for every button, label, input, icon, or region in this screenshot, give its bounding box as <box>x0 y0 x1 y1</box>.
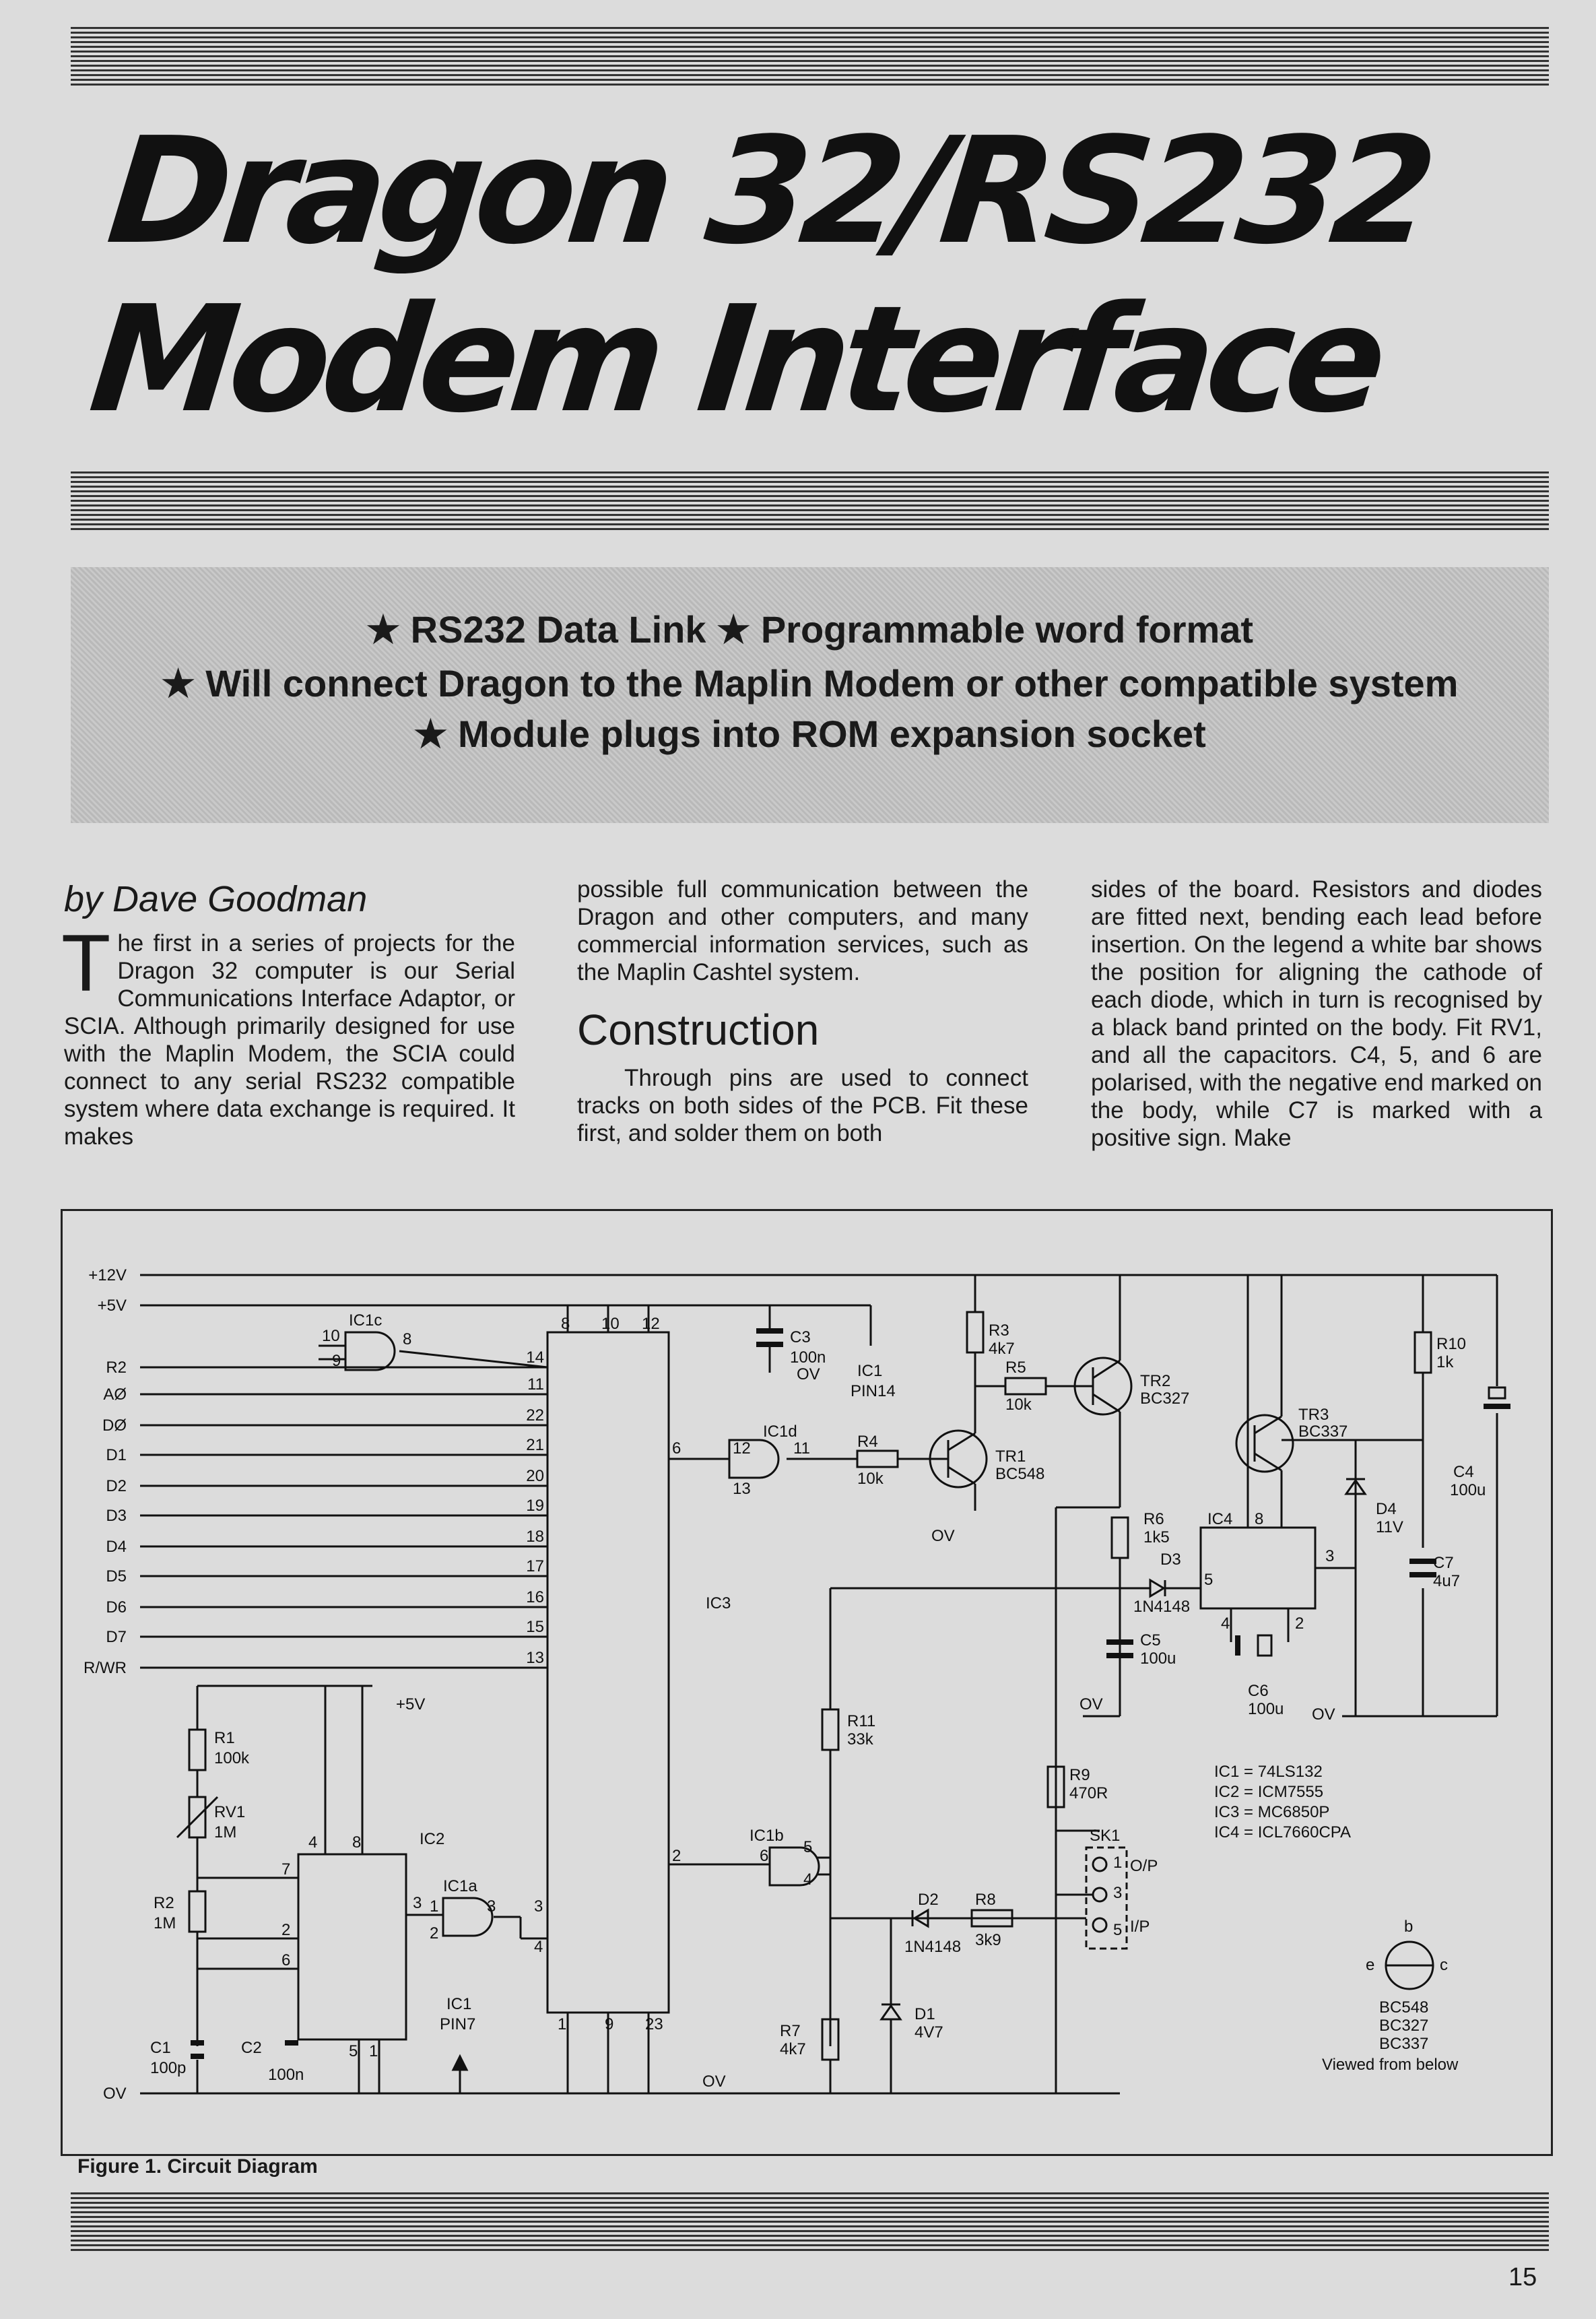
d1-name: D1 <box>915 2005 935 2023</box>
tr2-name: TR2 <box>1140 1372 1171 1390</box>
pinout-type: BC337 <box>1379 2035 1429 2053</box>
column-1-text: he first in a series of projects for the Dragon 32 computer is our Serial Communications Interface Adaptor, or SCIA. Although primarily designed for use with the Maplin Modem, the SCIA could connect to any serial RS232 compatible system where data exchange is required. It makes <box>64 930 515 1150</box>
ic3-pin: 20 <box>526 1467 544 1485</box>
c4-name: C4 <box>1453 1463 1474 1481</box>
r5-name: R5 <box>1005 1359 1026 1377</box>
feature-line-3: ★ Module plugs into ROM expansion socket <box>413 713 1206 755</box>
c3-value: 100n <box>790 1348 826 1367</box>
ic2-pin: 8 <box>352 1833 362 1852</box>
ic1c-pin: 10 <box>322 1327 340 1345</box>
r10-value: 1k <box>1436 1353 1454 1371</box>
c1-name: C1 <box>150 2039 171 2057</box>
column-2-text-a: possible full communication between the Dragon and other computers, and many commercial information services, such as the Maplin Cashtel system. <box>577 876 1028 985</box>
ic-list-item: IC4 = ICL7660CPA <box>1214 1823 1352 1841</box>
ic-list-item: IC2 = ICM7555 <box>1214 1783 1324 1801</box>
figure-caption: Figure 1. Circuit Diagram <box>77 2155 318 2178</box>
ic3-side-pin: 2 <box>672 1847 681 1865</box>
c7-name: C7 <box>1433 1554 1454 1572</box>
ic2-pin: 4 <box>308 1833 318 1852</box>
sk1-name: SK1 <box>1090 1827 1121 1845</box>
ic1b-pin: 5 <box>803 1838 813 1856</box>
ic1d-pin: 13 <box>733 1480 751 1498</box>
ic1-pin7-a: IC1 <box>446 1995 472 2013</box>
title-rule <box>71 471 1549 532</box>
sk1-pin: 3 <box>1113 1884 1123 1902</box>
ic1d-label: IC1d <box>763 1423 797 1441</box>
column-2-text-b: Through pins are used to connect tracks on both sides of the PCB. Fit these first, and solder them on both <box>577 1065 1028 1146</box>
label-plus12v: +12V <box>88 1266 127 1284</box>
ic3-side-pin: 3 <box>534 1897 543 1916</box>
ic1b-label: IC1b <box>750 1827 784 1845</box>
top-rule <box>71 27 1549 88</box>
label-plus5v: +5V <box>97 1297 127 1315</box>
title-line-2: Modem Interface <box>83 275 1387 445</box>
ic3-pin: 11 <box>527 1375 544 1394</box>
c6-value: 100u <box>1248 1700 1284 1718</box>
c6-name: C6 <box>1248 1682 1269 1700</box>
column-3-text: sides of the board. Resistors and diodes are fitted next, bending each lead before insertion. On the legend a white bar shows the position for aligning the cathode of each diode, which in turn is recognised by a black band printed on the body. Fit RV1, and all the capacitors. C4, 5, and 6 are polarised, with the negative end marked on the body, while C7 is marked with a positive sign. Make <box>1091 876 1542 1151</box>
ic1a-label: IC1a <box>443 1877 477 1895</box>
r6-value: 1k5 <box>1143 1528 1170 1546</box>
pinout-type: BC548 <box>1379 1998 1429 2017</box>
byline: by Dave Goodman <box>64 879 368 919</box>
label-rwr: R/WR <box>84 1659 127 1677</box>
r11-name: R11 <box>847 1712 876 1730</box>
label-a0: AØ <box>103 1385 127 1404</box>
c6-ov: OV <box>1312 1705 1335 1724</box>
c4-value: 100u <box>1450 1481 1486 1499</box>
d1-value: 4V7 <box>915 2023 943 2042</box>
ic1d-pin: 12 <box>733 1439 751 1458</box>
label-d6: D6 <box>106 1598 127 1616</box>
sk1-op: O/P <box>1130 1857 1158 1875</box>
ic3-bottom-pin: 1 <box>558 2015 567 2033</box>
r1-name: R1 <box>214 1729 235 1747</box>
tr2-value: BC327 <box>1140 1390 1190 1408</box>
ic1c-pin: 9 <box>332 1352 341 1370</box>
c3-ov: OV <box>797 1365 820 1383</box>
feature-line-2: ★ Will connect Dragon to the Maplin Modem or other compatible system <box>161 662 1459 705</box>
ic1c-label: IC1c <box>349 1311 383 1330</box>
tr3-value: BC337 <box>1298 1423 1348 1441</box>
section-heading: Construction <box>577 1006 820 1054</box>
r2-name: R2 <box>154 1894 174 1912</box>
plus5v-label: +5V <box>396 1695 426 1713</box>
ic4-pin: 5 <box>1204 1571 1213 1589</box>
r7-value: 4k7 <box>780 2040 806 2058</box>
label-d3: D3 <box>106 1507 127 1525</box>
sk1-ip: I/P <box>1130 1918 1150 1936</box>
rv1-value: 1M <box>214 1823 237 1841</box>
c3-name: C3 <box>790 1328 811 1346</box>
ic1-pin14-b: PIN14 <box>851 1382 896 1400</box>
ic-list-item: IC1 = 74LS132 <box>1214 1763 1323 1781</box>
article-column-2 <box>577 876 1028 1147</box>
r4-value: 10k <box>857 1470 884 1488</box>
bottom-rule <box>71 2192 1549 2253</box>
circuit-diagram <box>61 1209 1553 2156</box>
ic3-pin: 16 <box>526 1588 544 1606</box>
r3-name: R3 <box>989 1321 1009 1340</box>
label-d2: D2 <box>106 1477 127 1495</box>
ic2-label: IC2 <box>420 1830 445 1848</box>
features-banner <box>71 567 1549 823</box>
ic3-top-pin: 10 <box>601 1315 620 1333</box>
d3-value: 1N4148 <box>1133 1598 1191 1616</box>
label-d4: D4 <box>106 1538 127 1556</box>
ic3-bottom-pin: 9 <box>605 2015 614 2033</box>
article-column-3 <box>1091 876 1542 1152</box>
ic1-pin7-b: PIN7 <box>440 2015 476 2033</box>
page-number: 15 <box>1508 2263 1537 2291</box>
sk1-pin: 5 <box>1113 1921 1123 1939</box>
ic2-pin: 7 <box>281 1860 291 1879</box>
r7-name: R7 <box>780 2022 801 2040</box>
r4-name: R4 <box>857 1433 878 1451</box>
ic3-bottom-pin: 23 <box>645 2015 663 2033</box>
drop-cap: T <box>61 918 111 1008</box>
c5-name: C5 <box>1140 1631 1161 1650</box>
ic3-pin: 19 <box>526 1497 544 1515</box>
ic1c-pin: 8 <box>403 1330 412 1348</box>
pinout-e: e <box>1366 1956 1375 1974</box>
label-ov-bus: OV <box>103 2085 127 2103</box>
pinout-b: b <box>1404 1918 1414 1936</box>
r2-value: 1M <box>154 1914 176 1932</box>
page-title <box>84 108 1567 445</box>
r10-name: R10 <box>1436 1335 1467 1353</box>
label-d5: D5 <box>106 1567 127 1586</box>
ic1a-pin: 1 <box>430 1897 439 1916</box>
feature-line-1: ★ RS232 Data Link ★ Programmable word format <box>366 608 1254 651</box>
ic3-pin: 21 <box>526 1436 544 1454</box>
pinout-note: Viewed from below <box>1322 2056 1459 2074</box>
tr1-name: TR1 <box>995 1447 1026 1466</box>
r1-value: 100k <box>214 1749 250 1767</box>
sk1-pin: 1 <box>1113 1854 1123 1872</box>
ic4-label: IC4 <box>1207 1510 1233 1528</box>
c5-value: 100u <box>1140 1650 1176 1668</box>
label-d1: D1 <box>106 1446 127 1464</box>
ic2-pin: 2 <box>281 1921 291 1939</box>
d4-name: D4 <box>1376 1500 1397 1518</box>
ic4-pin: 8 <box>1255 1510 1264 1528</box>
r6-name: R6 <box>1143 1510 1164 1528</box>
d3-name: D3 <box>1160 1550 1181 1569</box>
ic1b-pin: 6 <box>760 1847 769 1865</box>
c2-value: 100n <box>268 2066 304 2084</box>
c7-value: 4u7 <box>1433 1572 1461 1590</box>
circuit-svg <box>63 1211 1551 2154</box>
r11-value: 33k <box>847 1730 873 1749</box>
r9-name: R9 <box>1069 1766 1090 1784</box>
ic3-pin: 17 <box>526 1557 544 1575</box>
c1-value: 100p <box>150 2059 187 2077</box>
tr3-name: TR3 <box>1298 1406 1329 1424</box>
ic1a-pin: 2 <box>430 1924 439 1942</box>
tr1-ov: OV <box>931 1527 955 1545</box>
rv1-name: RV1 <box>214 1803 246 1821</box>
pinout-type: BC327 <box>1379 2017 1429 2035</box>
c2-name: C2 <box>241 2039 262 2057</box>
d4-value: 11V <box>1376 1518 1403 1536</box>
ic3-side-pin: 4 <box>534 1938 543 1956</box>
ic1a-pin: 3 <box>487 1897 496 1916</box>
ic3-pin: 18 <box>526 1528 544 1546</box>
ic3-pin: 14 <box>526 1348 544 1367</box>
d2-name: D2 <box>918 1891 939 1909</box>
ic3-top-pin: 12 <box>642 1315 660 1333</box>
ic1d-pin: 11 <box>793 1439 810 1458</box>
ic4-pin: 3 <box>1325 1547 1335 1565</box>
ic2-pin: 3 <box>413 1894 422 1912</box>
ic3-pin: 22 <box>526 1406 544 1425</box>
article-column-1 <box>61 876 515 1150</box>
ic-list-item: IC3 = MC6850P <box>1214 1803 1330 1821</box>
ic1-pin14-a: IC1 <box>857 1362 883 1380</box>
r8-name: R8 <box>975 1891 996 1909</box>
ic4-pin: 4 <box>1221 1614 1230 1633</box>
ic2-pin: 5 <box>349 2042 358 2060</box>
r8-value: 3k9 <box>975 1931 1001 1949</box>
ic2-pin: 6 <box>281 1951 291 1969</box>
r3-value: 4k7 <box>989 1340 1015 1358</box>
c5-ov: OV <box>1079 1695 1103 1713</box>
ic3-top-pin: 8 <box>561 1315 570 1333</box>
ic1b-pin: 4 <box>803 1870 813 1889</box>
ic3-side-pin: 6 <box>672 1439 681 1458</box>
ic2-pin: 1 <box>369 2042 378 2060</box>
title-line-1: Dragon 32/RS232 <box>100 106 1436 277</box>
ic3-pin: 15 <box>526 1618 544 1636</box>
label-d0: DØ <box>102 1416 127 1435</box>
r9-value: 470R <box>1069 1784 1108 1802</box>
pinout-c: c <box>1440 1956 1448 1974</box>
label-r2: R2 <box>106 1359 127 1377</box>
ic3-label: IC3 <box>706 1594 731 1612</box>
ic3-pin: 13 <box>526 1649 544 1667</box>
ic4-pin: 2 <box>1295 1614 1304 1633</box>
r5-value: 10k <box>1005 1396 1032 1414</box>
label-d7: D7 <box>106 1628 127 1646</box>
bottom-ov: OV <box>702 2072 726 2091</box>
d2-value: 1N4148 <box>904 1938 962 1956</box>
tr1-value: BC548 <box>995 1465 1045 1483</box>
